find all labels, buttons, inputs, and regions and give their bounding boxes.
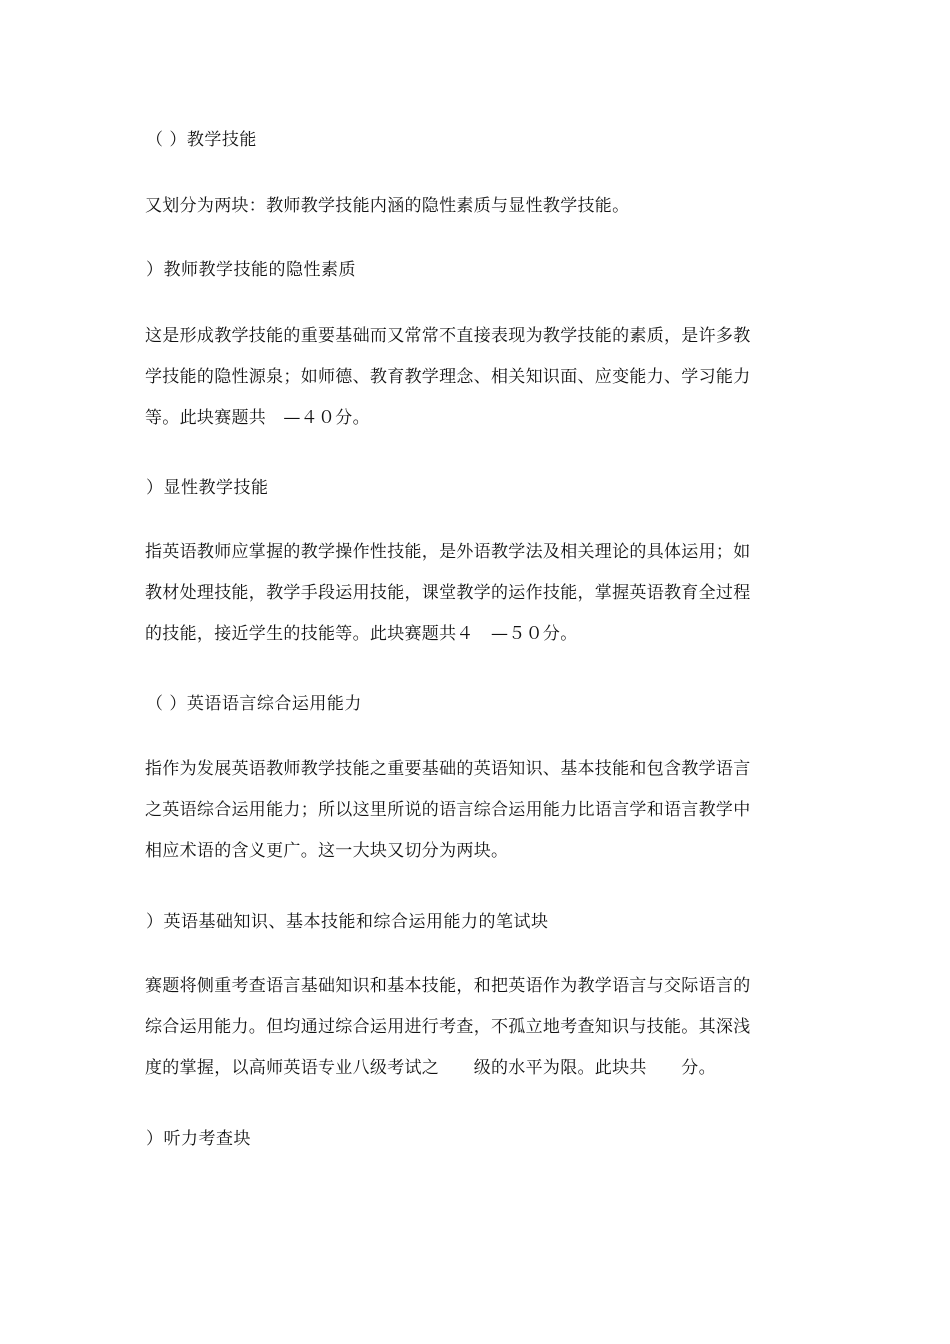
- paragraph-skills-overview: [145, 186, 815, 227]
- section-heading-written-test: ）英语基础知识、基本技能和综合运用能力的笔试块: [146, 912, 549, 932]
- paragraph-line: 这是形成教学技能的重要基础而又常常不直接表现为教学技能的素质，是许多教: [145, 326, 751, 346]
- section-heading-listening-test: ）听力考查块: [146, 1129, 251, 1149]
- paragraph-line: 指英语教师应掌握的教学操作性技能，是外语教学法及相关理论的具体运用；如: [145, 542, 751, 562]
- paragraph-line: 指作为发展英语教师教学技能之重要基础的英语知识、基本技能和包含教学语言: [145, 759, 751, 779]
- section-heading-teaching-skills: （ ）教学技能: [146, 130, 257, 150]
- paragraph-line: 综合运用能力。但均通过综合运用进行考查，不孤立地考查知识与技能。其深浅: [145, 1017, 751, 1037]
- paragraph-line: 赛题将侧重考查语言基础知识和基本技能，和把英语作为教学语言与交际语言的: [145, 976, 751, 996]
- section-heading-language-ability: （ ）英语语言综合运用能力: [146, 694, 362, 714]
- section-heading-explicit-skills: ）显性教学技能: [146, 478, 269, 498]
- paragraph-explicit-skills: [145, 532, 815, 655]
- paragraph-language-ability: [145, 749, 815, 872]
- paragraph-line: 等。此块赛题共 —４０分。: [145, 408, 370, 428]
- paragraph-implicit-qualities: [145, 316, 815, 439]
- paragraph-line: 相应术语的含义更广。这一大块又切分为两块。: [145, 841, 509, 861]
- paragraph-line: 学技能的隐性源泉；如师德、教育教学理念、相关知识面、应变能力、学习能力: [145, 367, 751, 387]
- paragraph-line: 教材处理技能，教学手段运用技能，课堂教学的运作技能，掌握英语教育全过程: [145, 583, 751, 603]
- section-heading-implicit-qualities: ）教师教学技能的隐性素质: [146, 260, 356, 280]
- paragraph-line: 之英语综合运用能力；所以这里所说的语言综合运用能力比语言学和语言教学中: [145, 800, 751, 820]
- paragraph-line: 又划分为两块：教师教学技能内涵的隐性素质与显性教学技能。: [145, 196, 630, 216]
- paragraph-line: 的技能，接近学生的技能等。此块赛题共４ —５０分。: [145, 624, 578, 644]
- paragraph-written-test: [145, 966, 815, 1089]
- paragraph-line: 度的掌握，以高师英语专业八级考试之 级的水平为限。此块共 分。: [145, 1058, 716, 1078]
